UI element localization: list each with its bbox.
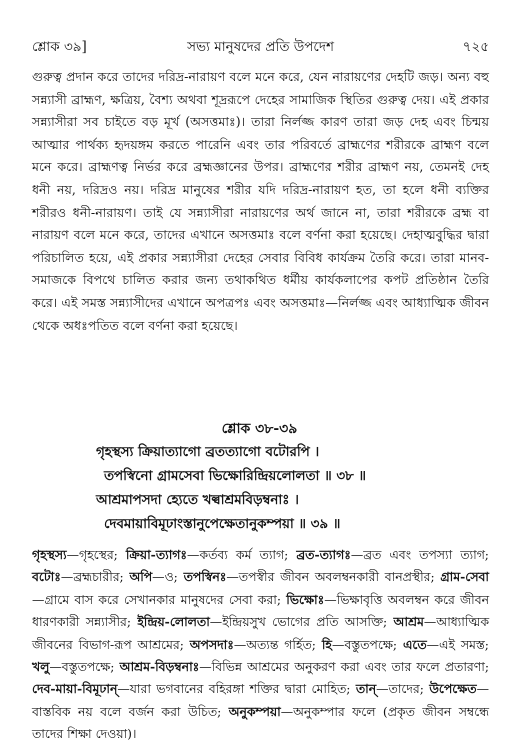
running-header [32,36,489,58]
synonym-meaning: —ও; [152,569,184,585]
header-chapter-title: সভ্য মানুষদের প্রতি উপদেশ [187,39,334,55]
synonym-meaning: —বস্তুতপক্ষে; [331,636,403,652]
synonym-meaning: —তপস্বীর জীবন অবলম্বনকারী বানপ্রস্থীর; [226,569,441,585]
synonym-meaning: —ব্রত এবং তপস্যা ত্যাগ; [350,547,489,562]
header-verse-reference: শ্লোক ৩৯] [32,39,87,55]
synonym-meaning: —অত্যন্ত গর্হিত; [233,636,322,652]
synonym-term: ক্রিয়া-ত্যাগঃ [125,547,188,562]
synonym-term: তপস্বিনঃ [183,569,227,585]
synonym-term: গৃহস্থস্য [32,547,67,562]
verse-line: দেবমায়াবিমূঢাংস্তানুপেক্ষেতানুকম্পয়া ॥ ৩৯ ॥ [104,516,341,532]
verse-line: আশ্রমাপসদা হ্যেতে খল্বাশ্রমবিড়ম্বনাঃ । [96,492,299,508]
sanskrit-verse [96,440,495,536]
synonym-term: খলু [32,659,50,675]
synonym-meaning: —আধ্যাত্মিক জীবনের বিভাগ-রূপ আশ্রমের; [32,614,489,652]
verse-heading: শ্লোক ৩৮-৩৯ [221,421,298,437]
synonym-term: অনুকম্পয়া [228,703,281,719]
synonym-meaning: —গ্রামে বাস করে সেখানকার মানুষদের সেবা করা; [32,591,287,607]
synonym-meaning: —ভিক্ষাবৃত্তি অবলম্বন করে জীবন ধারণকারী সন্ন্যাসীর; [32,591,489,630]
synonym-term: ইন্দ্রিয়-লোলতা [137,614,210,630]
synonym-term: গ্রাম-সেবা [440,569,489,585]
synonym-meaning: —যারা ভগবানের বহিরঙ্গা শক্তির দ্বারা মোহিত; [117,681,356,697]
synonym-term: ভিক্ষোঃ [286,591,325,607]
synonym-meaning: —তাদের; [376,681,430,697]
synonym-term: এতে [402,636,427,652]
synonym-term: তান্ [355,681,377,697]
synonym-term: উপেক্ষেত [429,681,477,697]
synonym-meaning: —বস্তুতপক্ষে; [49,659,120,675]
synonym-meaning: —ইন্দ্রিয়সুখ ভোগের প্রতি আসক্তি; [209,614,394,630]
synonym-term: অপি [129,569,153,585]
synonym-term: বটোঃ [32,569,61,585]
synonym-meaning: —বাস্তবিক নয় বলে বর্জন করা উচিত; [32,681,489,719]
synonym-term: আশ্রম [393,614,424,630]
synonym-term: হি [321,636,332,652]
word-for-word-synonyms [32,544,489,746]
page-number: ৭২৫ [462,39,489,55]
synonym-meaning: —কর্তব্য কর্ম ত্যাগ; [187,547,297,562]
synonym-meaning: —এই সমস্ত; [426,636,489,652]
synonym-term: ব্রত-ত্যাগঃ [296,547,351,562]
synonym-meaning: —গৃহস্থের; [66,547,126,562]
synonym-term: অপসদাঃ [189,636,234,652]
synonym-meaning: —ব্রহ্মচারীর; [60,569,130,585]
synonym-term: দেব-মায়া-বিমূঢান্ [32,681,118,697]
synonym-meaning: —বিভিন্ন আশ্রমের অনুকরণ করা এবং তার ফলে প্রতারণা; [199,659,489,675]
synonym-term: আশ্রম-বিড়ম্বনাঃ [119,659,200,675]
synonym-meaning: —অনুকম্পার ফলে (প্রকৃত জীবন সম্বন্ধে তাদের শিক্ষা দেওয়া)। [32,703,489,742]
verse-line: তপস্বিনো গ্রামসেবা ভিক্ষোরিন্দ্রিয়লোলতা ॥ ৩৮ ॥ [104,468,366,484]
purport-paragraph: গুরুত্ব প্রদান করে তাদের দরিদ্র-নারায়ণ বলে মনে করে, যেন নারায়ণের দেহটি জড়। অন্য বহু সন্ন্যাসী ব্রাহ্মণ, ক্ষত্রিয়, বৈশ্য অথবা শূদ্ররূপে দেহের সামাজিক স্থিতির গুরুত্ব দেয়। এই প্রকার সন্ন্যাসীরা সব চাইতে বড় মূর্খ (অসত্তমাঃ)। তারা নির্লজ্জ কারণ তারা জড় দেহ এবং চিন্ময় আত্মার পার্থক্য হৃদয়ঙ্গম করতে পারেনি এবং তার পরিবর্তে ব্রাহ্মণের শরীরকে ব্রাহ্মণ বলে মনে করে। ব্রাহ্মণত্ব নির্ভর করে ব্রহ্মজ্ঞানের উপর। ব্রাহ্মণের শরীর ব্রাহ্মণ নয়, তেমনই দেহ ধনী নয়, দরিদ্রও নয়। দরিদ্র মানুষের শরীর যদি দরিদ্র-নারায়ণ হত, তা হলে ধনী ব্যক্তির শরীরও ধনী-নারায়ণ। তাই যে সন্ন্যাসীরা নারায়ণের অর্থ জানে না, তারা শরীরকে ব্রহ্ম বা নারায়ণ বলে মনে করে, তাদের এখানে অসত্তমাঃ বলে বর্ণনা করা হয়েছে। দেহাত্মবুদ্ধির দ্বারা পরিচালিত হয়ে, এই প্রকার সন্ন্যাসীরা দেহের সেবার বিবিধ কার্যক্রম তৈরি করে। তারা মানব-সমাজকে বিপথে চালিত করার জন্য তথাকথিত ধর্মীয় কার্যকলাপের কপট প্রতিষ্ঠান তৈরি করে। এই সমস্ত সন্ন্যাসীদের এখানে অপত্রপঃ এবং অসত্তমাঃ—নির্লজ্জ এবং আধ্যাত্মিক জীবন থেকে অধঃপতিত বলে বর্ণনা করা হয়েছে। [32,69,489,333]
verse-line: গৃহস্থস্য ক্রিয়াত্যাগো ব্রতত্যাগো বটোরপি । [96,444,320,460]
